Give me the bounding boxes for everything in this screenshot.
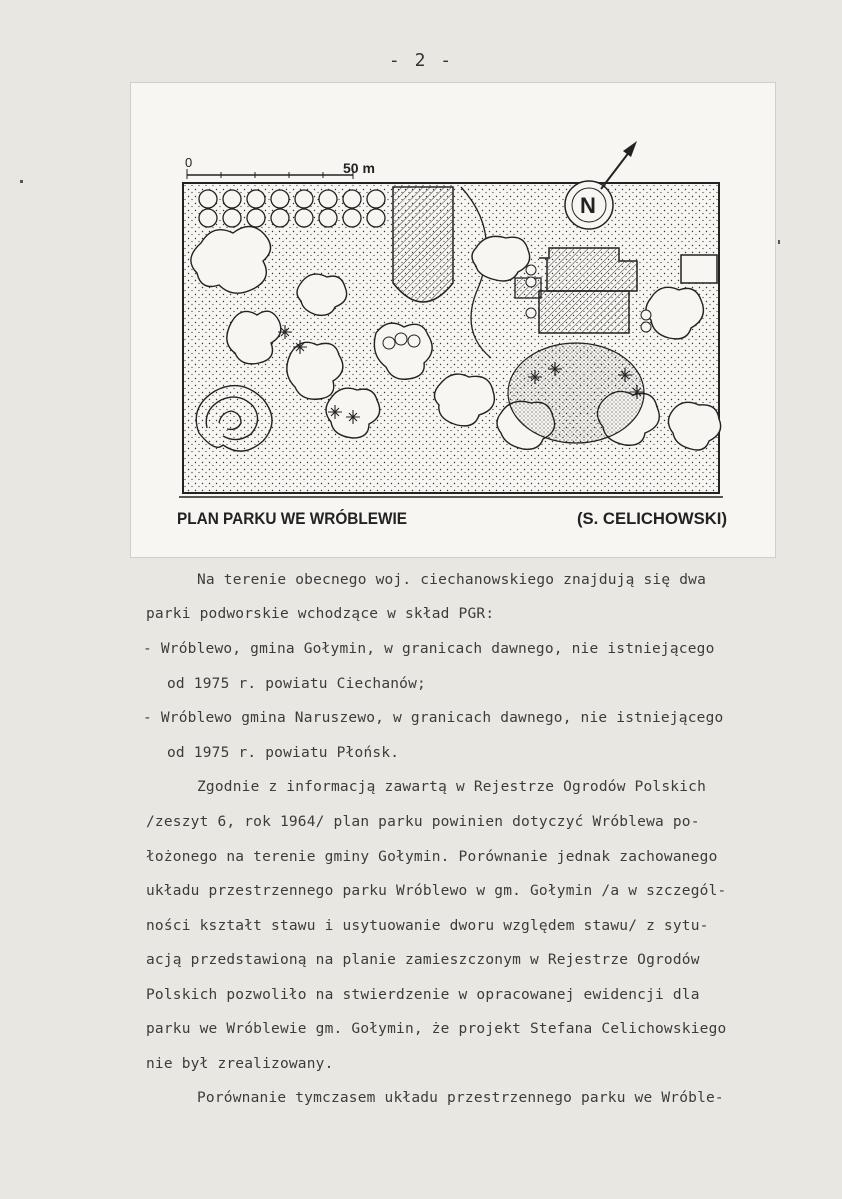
scale-bar <box>185 155 375 179</box>
scan-speck <box>20 180 23 183</box>
paragraph-line: Polskich pozwoliło na stwierdzenie w opracowanej ewidencji dla <box>146 987 700 1003</box>
svg-text:N: N <box>580 193 596 218</box>
paragraph-line: Zgodnie z informacją zawartą w Rejestrze Ogrodów Polskich <box>197 779 706 795</box>
pond <box>393 187 453 302</box>
caption-left: PLAN PARKU WE WRÓBLEWIE <box>177 509 407 528</box>
list-item-continuation: od 1975 r. powiatu Ciechanów; <box>167 676 426 692</box>
park-plan-figure <box>131 83 775 557</box>
list-item: - Wróblewo, gmina Gołymin, w granicach dawnego, nie istniejącego <box>143 641 715 657</box>
paragraph-line: acją przedstawioną na planie zamieszczonym w Rejestrze Ogrodów <box>146 952 700 968</box>
scan-speck <box>778 240 780 244</box>
list-item-continuation: od 1975 r. powiatu Płońsk. <box>167 745 400 761</box>
paragraph-line: /zeszyt 6, rok 1964/ plan parku powinien dotyczyć Wróblewa po- <box>146 814 700 830</box>
page-number: - 2 - <box>388 50 454 71</box>
paragraph-line: Na terenie obecnego woj. ciechanowskiego znajdują się dwa <box>197 572 706 588</box>
outbuilding <box>681 255 717 283</box>
paragraph-line: łożonego na terenie gminy Gołymin. Porównanie jednak zachowanego <box>146 849 718 865</box>
park-plan-drawing <box>131 83 775 557</box>
scale-zero-label: 0 <box>185 155 193 170</box>
paragraph-line: parki podworskie wchodzące w skład PGR: <box>146 606 495 622</box>
scale-distance-label: 50 m <box>343 160 375 176</box>
caption-right: (S. CELICHOWSKI) <box>577 509 727 528</box>
list-item: - Wróblewo gmina Naruszewo, w granicach dawnego, nie istniejącego <box>143 710 724 726</box>
lawn <box>508 343 644 443</box>
paragraph-line: parku we Wróblewie gm. Gołymin, że projekt Stefana Celichowskiego <box>146 1021 727 1037</box>
paragraph-line: układu przestrzennego parku Wróblewo w gm. Gołymin /a w szczegól- <box>146 883 727 899</box>
paragraph-line: ności kształt stawu i usytuowanie dworu względem stawu/ z sytu- <box>146 918 709 934</box>
paragraph-line: Porównanie tymczasem układu przestrzennego parku we Wróble- <box>197 1090 724 1106</box>
paragraph-line: nie był zrealizowany. <box>146 1056 334 1072</box>
